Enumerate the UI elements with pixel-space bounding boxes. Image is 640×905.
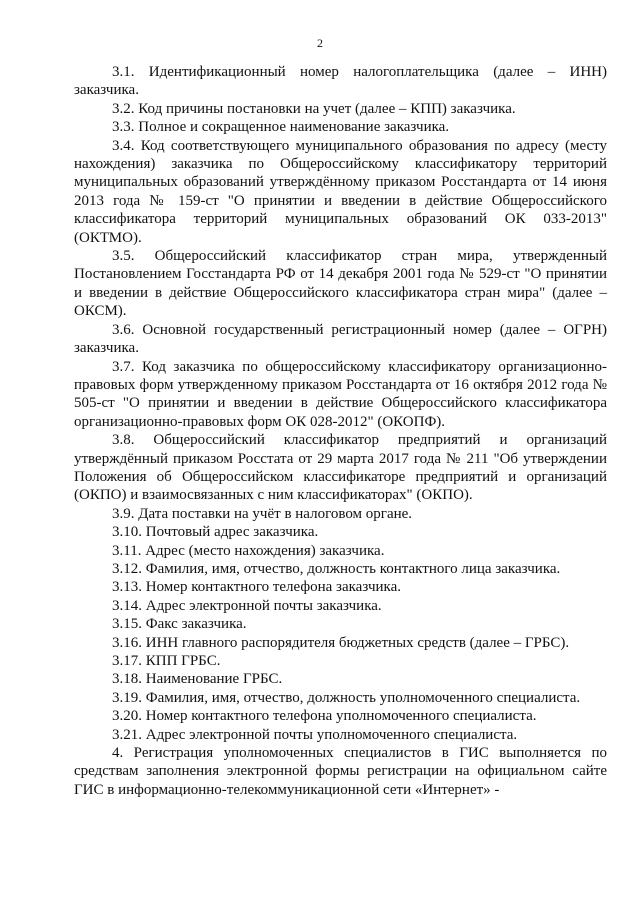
paragraph-3-10: 3.10. Почтовый адрес заказчика. — [112, 524, 319, 541]
paragraph-3-19: 3.19. Фамилия, имя, отчество, должность уполномоченного специалиста. — [112, 689, 581, 706]
paragraph-3-11: 3.11. Адрес (место нахождения) заказчика. — [112, 542, 385, 559]
paragraph-3-18: 3.18. Наименование ГРБС. — [112, 671, 283, 688]
paragraph-3-16: 3.16. ИНН главного распорядителя бюджетных средств (далее – ГРБС). — [112, 634, 570, 651]
paragraph-3-8: 3.8. Общероссийский классификатор предприятий и организаций утверждённый приказом Росстата от 29 марта 2017 года № 211 "Об утверждении Положения об Общероссийском классификаторе предприятий и организаций (ОКПО) и взаимосвязанных с ним классификаторах" (ОКПО). — [74, 432, 607, 504]
paragraph-3-17: 3.17. КПП ГРБС. — [112, 653, 221, 669]
paragraph-3-1: 3.1. Идентификационный номер налогоплательщика (далее – ИНН) заказчика. — [74, 64, 607, 99]
paragraph-3-3: 3.3. Полное и сокращенное наименование заказчика. — [112, 119, 450, 136]
paragraph-3-4: 3.4. Код соответствующего муниципального образования по адресу (месту нахождения) заказчика по Общероссийскому классификатору территорий муниципальных образований утверждённому приказом Росстандарта от 14 июня 2013 года № 159-ст "О принятии и введении в действие Общероссийского классификатора территорий муниципальных образований ОК 033-2013" (ОКТМО). — [74, 137, 607, 246]
paragraph-3-15: 3.15. Факс заказчика. — [112, 616, 247, 633]
paragraph-3-20: 3.20. Номер контактного телефона уполномоченного специалиста. — [112, 708, 537, 725]
paragraph-3-2: 3.2. Код причины постановки на учет (далее – КПП) заказчика. — [112, 100, 516, 117]
paragraph-3-12: 3.12. Фамилия, имя, отчество, должность контактного лица заказчика. — [112, 560, 561, 577]
paragraph-3-21: 3.21. Адрес электронной почты уполномоченного специалиста. — [112, 726, 518, 743]
paragraph-3-7: 3.7. Код заказчика по общероссийскому классификатору организационно-правовых форм утвержденному приказом Росстандарта от 16 октября 2012 года № 505-ст "О принятии и введении в действие Общероссийского классификатора организационно-правовых форм ОК 028-2012" (ОКОПФ). — [74, 358, 607, 430]
paragraph-3-6: 3.6. Основной государственный регистрационный номер (далее – ОГРН) заказчика. — [74, 321, 607, 357]
paragraph-4: 4. Регистрация уполномоченных специалистов в ГИС выполняется по средствам заполнения электронной формы регистрации на официальном сайте ГИС в информационно-телекоммуникационной сети «Интернет» - — [74, 745, 607, 798]
document-body — [74, 63, 607, 799]
paragraph-3-14: 3.14. Адрес электронной почты заказчика. — [112, 597, 382, 614]
page-number: 2 — [317, 36, 323, 50]
paragraph-3-5: 3.5. Общероссийский классификатор стран мира, утвержденный Постановлением Госстандарта РФ от 14 декабря 2001 года № 529-ст "О принятии и введении в действие Общероссийского классификатора стран мира" (далее – ОКСМ). — [74, 248, 607, 320]
paragraph-3-13: 3.13. Номер контактного телефона заказчика. — [112, 579, 402, 596]
paragraph-3-9: 3.9. Дата поставки на учёт в налоговом органе. — [112, 505, 413, 522]
